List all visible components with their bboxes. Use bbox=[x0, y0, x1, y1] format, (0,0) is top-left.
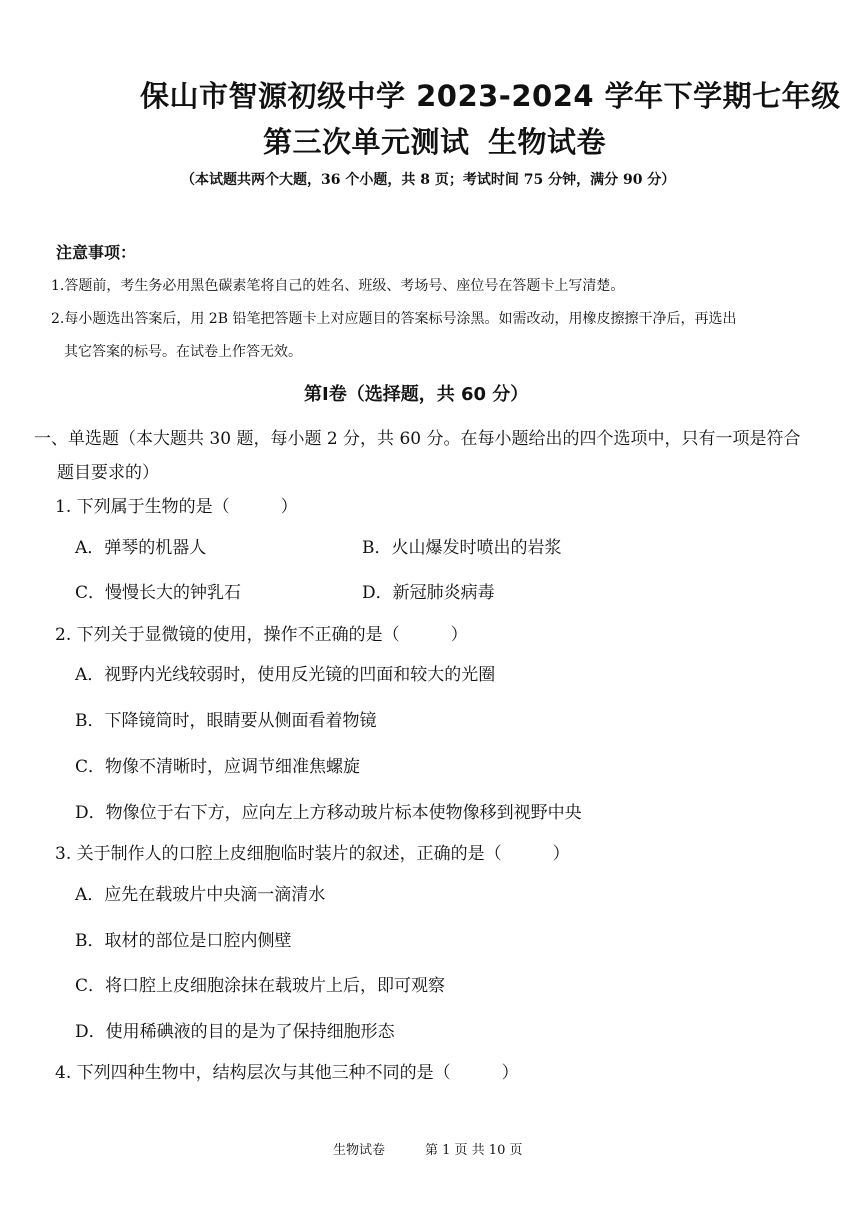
question-2-option-a: A．视野内光线较弱时，使用反光镜的凹面和较大的光圈 bbox=[75, 665, 496, 685]
question-1-stem: 1. 下列属于生物的是（ ） bbox=[55, 497, 298, 517]
question-3-stem: 3. 关于制作人的口腔上皮细胞临时装片的叙述，正确的是（ ） bbox=[55, 844, 570, 864]
question-3-option-d: D．使用稀碘液的目的是为了保持细胞形态 bbox=[75, 1022, 395, 1042]
notice-item-2-line1: 2.每小题选出答案后，用 2B 铅笔把答题卡上对应题目的答案标号涂黑。如需改动，用橡皮擦擦干净后，再选出 bbox=[51, 311, 737, 327]
notice-item-2-line2: 其它答案的标号。在试卷上作答无效。 bbox=[64, 344, 302, 360]
question-1-option-c: C．慢慢长大的钟乳石 bbox=[75, 583, 242, 603]
exam-title-line2-b: 生物试卷 bbox=[488, 125, 607, 159]
exam-title-line2-a: 第三次单元测试 bbox=[263, 125, 470, 159]
footer-page-number: 第 1 页 共 10 页 bbox=[425, 1143, 523, 1158]
question-4-stem: 4. 下列四种生物中，结构层次与其他三种不同的是（ ） bbox=[55, 1063, 519, 1083]
part1-title: 第Ⅰ卷（选择题，共 60 分） bbox=[304, 384, 529, 405]
notice-heading: 注意事项： bbox=[56, 243, 137, 262]
footer-subject: 生物试卷 bbox=[333, 1143, 386, 1158]
exam-title-line1: 保山市智源初级中学 2023-2024 学年下学期七年级 bbox=[140, 79, 841, 113]
section1-instructions-line2: 题目要求的） bbox=[57, 463, 159, 483]
question-2-option-c: C．物像不清晰时，应调节细准焦螺旋 bbox=[75, 757, 361, 777]
exam-subtitle: （本试题共两个大题，36 个小题，共 8 页；考试时间 75 分钟，满分 90 分） bbox=[181, 172, 676, 188]
question-1-option-d: D．新冠肺炎病毒 bbox=[362, 583, 495, 603]
question-2-stem: 2. 下列关于显微镜的使用，操作不正确的是（ ） bbox=[55, 625, 468, 645]
question-1-option-b: B．火山爆发时喷出的岩浆 bbox=[362, 538, 562, 558]
question-1-option-a: A．弹琴的机器人 bbox=[75, 538, 207, 558]
question-3-option-c: C．将口腔上皮细胞涂抹在载玻片上后，即可观察 bbox=[75, 976, 446, 996]
section1-instructions-line1: 一、单选题（本大题共 30 题，每小题 2 分，共 60 分。在每小题给出的四个选项中，只有一项是符合 bbox=[34, 429, 801, 449]
question-2-option-b: B．下降镜筒时，眼睛要从侧面看着物镜 bbox=[75, 711, 377, 731]
question-2-option-d: D．物像位于右下方，应向左上方移动玻片标本使物像移到视野中央 bbox=[75, 803, 582, 823]
notice-item-1: 1.答题前，考生务必用黑色碳素笔将自己的姓名、班级、考场号、座位号在答题卡上写清楚。 bbox=[51, 278, 625, 294]
question-3-option-b: B．取材的部位是口腔内侧壁 bbox=[75, 931, 292, 951]
question-3-option-a: A．应先在载玻片中央滴一滴清水 bbox=[75, 885, 326, 905]
